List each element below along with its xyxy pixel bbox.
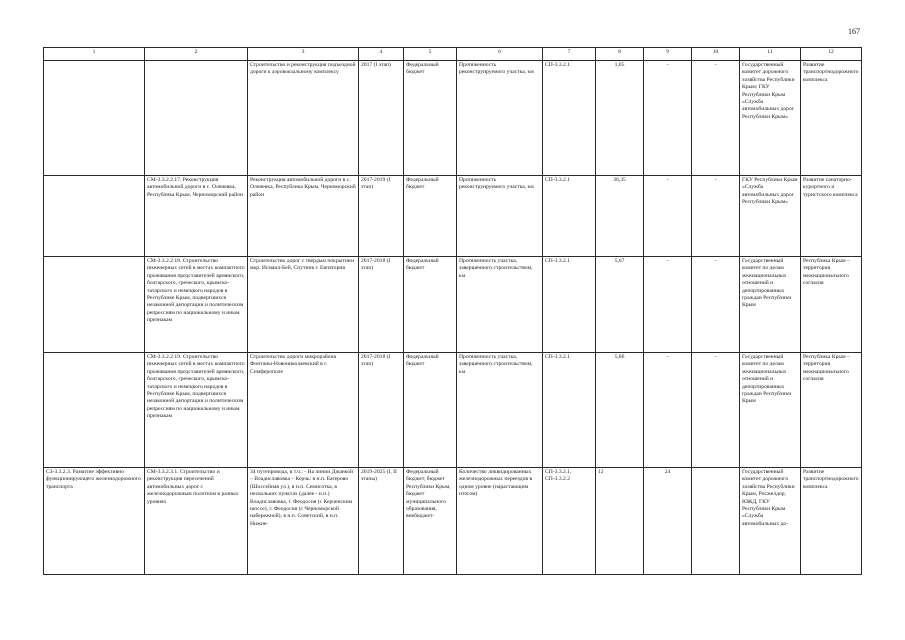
value-cell: 24 bbox=[644, 468, 692, 575]
indicator-cell: Протяженность реконструируемого участка, км bbox=[457, 176, 543, 257]
responsible-cell: Государственный комитет дорожного хозяйства Республики Крым, Росжелдор, ЮЖД, ГКУ Республики Крым «Служба автомобильных до- bbox=[740, 468, 801, 575]
code-cell: СП-3.3.2.1 bbox=[543, 257, 596, 353]
responsible-cell: Государственный комитет по делам межнациональных отношений и депортированных граждан Республики Крым bbox=[740, 353, 801, 468]
column-number: 1 bbox=[44, 48, 145, 61]
column-number: 4 bbox=[359, 48, 404, 61]
indicator-cell: Протяженность участка, завершенного строительством, км bbox=[457, 257, 543, 353]
funding-cell: Федеральный бюджет, бюджет Республики Крым, бюджет муниципального образования, внебюджет- bbox=[404, 468, 457, 575]
code-cell: СП-3.3.2.1, СП-3.3.2.2 bbox=[543, 468, 596, 575]
column-number-row bbox=[44, 48, 862, 61]
direction-cell: Развитие транспортнодорожного комплекса bbox=[801, 468, 862, 575]
funding-cell: Федеральный бюджет bbox=[404, 61, 457, 176]
code-cell: СП-3.3.2.1 bbox=[543, 353, 596, 468]
value-cell: - bbox=[692, 353, 740, 468]
responsible-cell: Государственный комитет дорожного хозяйства Республики Крым; ГКУ Республики Крым «Служба автомобильных дорог Республики Крым» bbox=[740, 61, 801, 176]
indicator-cell: Протяженность реконструируемого участка, км bbox=[457, 61, 543, 176]
goal-cell: СЗ-3.3.2.3. Развитие эффективно функционирующего железнодорожного транспорта bbox=[44, 468, 145, 575]
period-cell: 2017-2018 (I этап) bbox=[359, 257, 404, 353]
period-cell: 2019-2025 (I, II этапы) bbox=[359, 468, 404, 575]
column-number: 2 bbox=[145, 48, 248, 61]
value-cell: 36,35 bbox=[596, 176, 644, 257]
table-row bbox=[44, 176, 862, 257]
column-number: 8 bbox=[596, 48, 644, 61]
direction-cell: Республика Крым – территория межнационального согласия bbox=[801, 353, 862, 468]
value-cell: - bbox=[692, 61, 740, 176]
direction-cell: Развитие транспортнодорожного комплекса bbox=[801, 61, 862, 176]
measure-cell bbox=[145, 61, 248, 176]
table-row bbox=[44, 257, 862, 353]
responsible-cell: ГКУ Республики Крым «Служба автомобильных дорог Республики Крым» bbox=[740, 176, 801, 257]
column-number: 9 bbox=[644, 48, 692, 61]
direction-cell: Республика Крым – территория межнационального согласия bbox=[801, 257, 862, 353]
page-number: 167 bbox=[848, 27, 860, 36]
responsible-cell: Государственный комитет по делам межнациональных отношений и депортированных граждан Республики Крым bbox=[740, 257, 801, 353]
value-cell: - bbox=[692, 257, 740, 353]
value-cell: 12 bbox=[596, 468, 644, 575]
measure-cell: СМ-3.3.2.3.1. Строительство и реконструкция пересечений автомобильных дорог с железнодорожным полотном в разных уровнях bbox=[145, 468, 248, 575]
measure-cell: СМ-3.3.2.2.19. Строительство инженерных сетей в местах компактного проживания представителей армянского, болгарского, греческого, крымско-татарского и немецкого народов в Республике Крым, подвергшихся незаконной депортации и политическим репрессиям по национальному и иным признакам bbox=[145, 353, 248, 468]
code-cell: СП-3.3.2.1 bbox=[543, 61, 596, 176]
funding-cell: Федеральный бюджет bbox=[404, 257, 457, 353]
period-cell: 2017-2019 (I этап) bbox=[359, 176, 404, 257]
value-cell: - bbox=[644, 257, 692, 353]
project-cell: Строительство и реконструкция подъездной дороги к аэровокзальному комплексу bbox=[248, 61, 359, 176]
project-cell: 34 путепровода, в т.ч.: - На линии Джанкой – Владиславовка – Керчь: в н.п. Багерово (Шоссейная ул.), в н.п. Семисотка, в нескольких пунктах (далее - н.п.) Владиславовка, г. Феодосия (с Керченским шоссе), г. Феодосия (с Черноморской набережной), в н.п. Советский, в н.п. Нижне- bbox=[248, 468, 359, 575]
column-number: 5 bbox=[404, 48, 457, 61]
column-number: 12 bbox=[801, 48, 862, 61]
indicator-cell: Количество ликвидированных железнодорожных переездов в одном уровне (нарастающим итогом) bbox=[457, 468, 543, 575]
value-cell: 5,67 bbox=[596, 257, 644, 353]
goal-cell bbox=[44, 176, 145, 257]
table-row bbox=[44, 353, 862, 468]
funding-cell: Федеральный бюджет bbox=[404, 176, 457, 257]
period-cell: 2017 (I этап) bbox=[359, 61, 404, 176]
value-cell: 1,05 bbox=[596, 61, 644, 176]
project-cell: Строительство дорог с твердым покрытием мкр. Исмаил-Бей, Спутник г. Евпатория bbox=[248, 257, 359, 353]
code-cell: СП-3.3.2.1 bbox=[543, 176, 596, 257]
goal-cell bbox=[44, 257, 145, 353]
value-cell: 5,06 bbox=[596, 353, 644, 468]
direction-cell: Развитие санаторно-курортного и туристского комплекса bbox=[801, 176, 862, 257]
value-cell bbox=[692, 468, 740, 575]
project-cell: Строительство дороги микрорайона Фонтаны-Новониколаевский в г. Симферополе bbox=[248, 353, 359, 468]
column-number: 11 bbox=[740, 48, 801, 61]
table-row bbox=[44, 468, 862, 575]
program-table bbox=[43, 47, 862, 575]
measure-cell: СМ-3.3.2.2.17. Реконструкция автомобильной дороги в с. Оленевка, Республика Крым, Черноморский район bbox=[145, 176, 248, 257]
column-number: 3 bbox=[248, 48, 359, 61]
value-cell: - bbox=[644, 176, 692, 257]
project-cell: Реконструкция автомобильной дороги в с. Оленевка, Республика Крым, Черноморский район bbox=[248, 176, 359, 257]
funding-cell: Федеральный бюджет bbox=[404, 353, 457, 468]
column-number: 7 bbox=[543, 48, 596, 61]
goal-cell bbox=[44, 61, 145, 176]
indicator-cell: Протяженность участка, завершенного строительством, км bbox=[457, 353, 543, 468]
column-number: 10 bbox=[692, 48, 740, 61]
period-cell: 2017-2018 (I этап) bbox=[359, 353, 404, 468]
measure-cell: СМ-3.3.2.2.18. Строительство инженерных сетей в местах компактного проживания представителей армянского, болгарского, греческого, крымско-татарского и немецкого народов в Республике Крым, подвергшихся незаконной депортации и политическим репрессиям по национальному и иным признакам bbox=[145, 257, 248, 353]
table-row bbox=[44, 61, 862, 176]
value-cell: - bbox=[692, 176, 740, 257]
value-cell: - bbox=[644, 61, 692, 176]
goal-cell bbox=[44, 353, 145, 468]
column-number: 6 bbox=[457, 48, 543, 61]
value-cell: - bbox=[644, 353, 692, 468]
